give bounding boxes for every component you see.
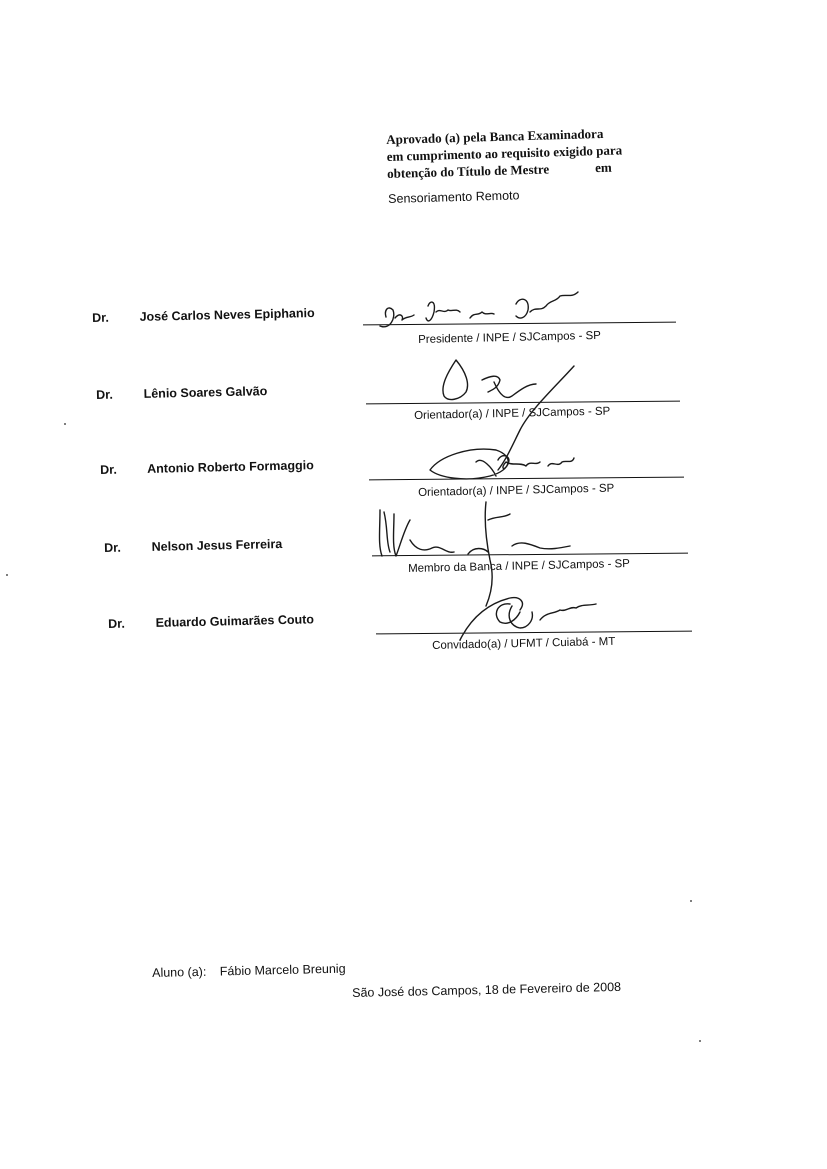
member-title: Dr. [100,462,118,477]
signature-line [366,401,680,405]
place-date: São José dos Campos, 18 de Fevereiro de 2008 [352,979,622,1000]
student-line [152,962,346,980]
member-role: Orientador(a) / INPE / SJCampos - SP [418,482,615,499]
student-label: Aluno (a): [152,964,207,980]
member-role: Convidado(a) / UFMT / Cuiabá - MT [432,635,616,652]
scan-speck [690,900,692,902]
committee-member-row [100,458,314,477]
member-title: Dr. [108,616,126,631]
student-name: Fábio Marcelo Breunig [219,961,346,979]
member-name: José Carlos Neves Epiphanio [139,305,315,324]
signature-line [376,631,692,635]
member-name: Eduardo Guimarães Couto [155,612,315,630]
approval-line-1: Aprovado (a) pela Banca Examinadora [386,125,604,147]
member-role: Orientador(a) / INPE / SJCampos - SP [414,405,611,422]
member-title: Dr. [96,387,114,402]
program-name: Sensoriamento Remoto [388,188,520,206]
signature-line [363,322,676,326]
signature-line [372,553,688,557]
committee-member-row [92,306,315,325]
signature-1 [380,292,578,327]
committee-member-row [108,612,314,631]
member-role: Membro da Banca / INPE / SJCampos - SP [408,557,630,575]
member-name: Lênio Soares Galvão [143,384,268,401]
signature-3 [430,449,574,479]
scan-speck [699,1040,701,1042]
committee-member-row [96,384,267,402]
member-title: Dr. [104,540,122,555]
scan-speck [64,423,66,425]
approval-statement [386,124,647,182]
signature-5 [460,598,596,640]
approval-line-3-suffix: em [594,159,612,176]
member-title: Dr. [92,310,110,325]
signature-line [369,477,684,481]
committee-member-row [104,537,282,555]
approval-line-2: em cumprimento ao requisito exigido para [386,142,623,164]
approval-line-3: obtenção do Título de Mestre [386,161,550,181]
member-name: Nelson Jesus Ferreira [151,536,283,554]
member-name: Antonio Roberto Formaggio [147,458,314,476]
member-role: Presidente / INPE / SJCampos - SP [418,329,602,346]
scan-speck [6,574,8,576]
